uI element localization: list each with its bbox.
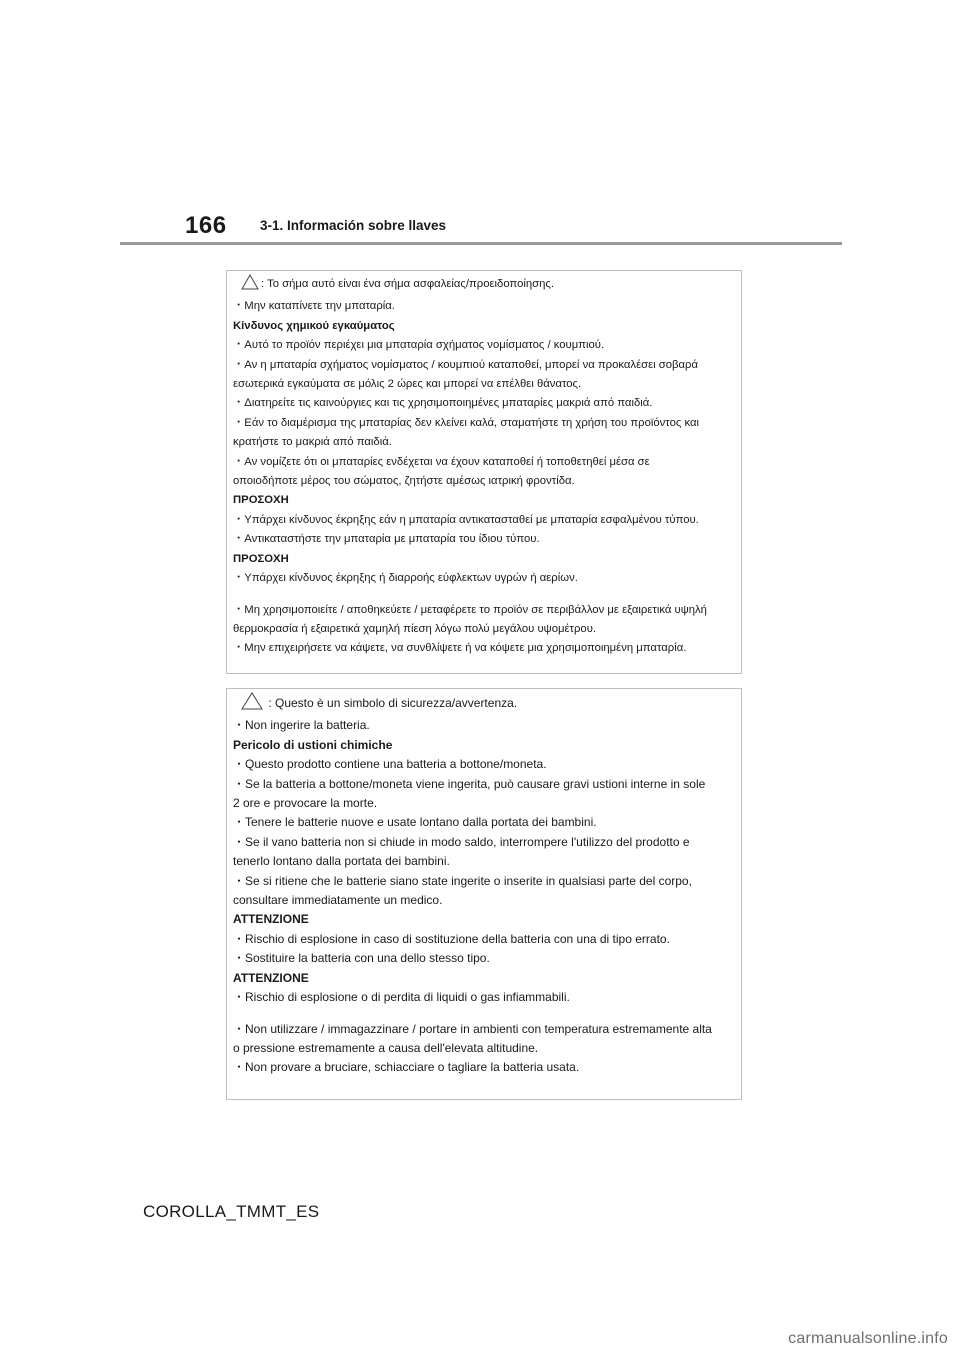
notice-line: ・Se la batteria a bottone/moneta viene ingerita, può causare gravi ustioni interne in sole	[233, 776, 706, 791]
notice-line: ・Se il vano batteria non si chiude in modo saldo, interrompere l'utilizzo del prodotto e	[233, 834, 690, 849]
symbol-description: : Το σήμα αυτό είναι ένα σήμα ασφαλείας/προειδοποίησης.	[261, 278, 555, 290]
notice-line: ・Μη χρησιμοποιείτε / αποθηκεύετε / μεταφέρετε το προϊόν σε περιβάλλον με εξαιρετικά υψηλή	[233, 603, 707, 616]
notice-line: ・Rischio di esplosione o di perdita di liquidi o gas infiammabili.	[233, 990, 570, 1005]
notice-line: tenerlo lontano dalla portata dei bambini.	[233, 854, 450, 869]
notice-line: ・Εάν το διαμέρισμα της μπαταρίας δεν κλείνει καλά, σταματήστε τη χρήση του προϊόντος και	[233, 416, 700, 429]
blank-line	[233, 589, 741, 601]
caution-heading: ΠΡΟΣΟΧΗ	[233, 494, 289, 507]
greek-safety-notice	[226, 270, 742, 674]
caution-heading: ATTENZIONE	[233, 970, 309, 985]
italian-safety-notice	[226, 688, 742, 1100]
hazard-heading: Κίνδυνος χημικού εγκαύματος	[233, 319, 395, 332]
notice-line: ・Μην επιχειρήσετε να κάψετε, να συνθλίψετε ή να κόψετε μια χρησιμοποιημένη μπαταρία.	[233, 642, 687, 655]
symbol-line	[233, 692, 741, 716]
notice-line: ・Μην καταπίνετε την μπαταρία.	[233, 300, 395, 313]
notice-line: ・Αυτό το προϊόν περιέχει μια μπαταρία σχήματος νομίσματος / κουμπιού.	[233, 339, 605, 352]
notice-line: ・Non utilizzare / immagazzinare / portare in ambienti con temperatura estremamente alta	[233, 1021, 712, 1036]
watermark: carmanualsonline.info	[788, 1330, 948, 1347]
header-divider	[120, 242, 842, 245]
page-number: 166	[185, 212, 227, 239]
notice-line: ・Αντικαταστήστε την μπαταρία με μπαταρία του ίδιου τύπου.	[233, 533, 540, 546]
document-code: COROLLA_TMMT_ES	[143, 1202, 320, 1221]
notice-line: ・Sostituire la batteria con una dello stesso tipo.	[233, 951, 490, 966]
notice-line: ・Rischio di esplosione in caso di sostituzione della batteria con una di tipo errato.	[233, 931, 670, 946]
symbol-line	[233, 274, 741, 297]
notice-line: o pressione estremamente a causa dell'elevata altitudine.	[233, 1040, 539, 1055]
notice-line: ・Υπάρχει κίνδυνος έκρηξης ή διαρροής εύφλεκτων υγρών ή αερίων.	[233, 572, 578, 585]
notice-line: ・Questo prodotto contiene una batteria a bottone/moneta.	[233, 757, 547, 772]
notice-line: κρατήστε το μακριά από παιδιά.	[233, 436, 392, 449]
notice-line: ・Tenere le batterie nuove e usate lontano dalla portata dei bambini.	[233, 815, 597, 830]
notice-line: ・Αν νομίζετε ότι οι μπαταρίες ενδέχεται να έχουν καταποθεί ή τοποθετηθεί μέσα σε	[233, 455, 650, 468]
notice-line: ・Non ingerire la batteria.	[233, 718, 370, 733]
blank-line	[233, 1008, 741, 1020]
notice-line: 2 ore e provocare la morte.	[233, 796, 378, 811]
hazard-heading: Pericolo di ustioni chimiche	[233, 737, 393, 752]
section-title: 3-1. Información sobre llaves	[260, 218, 447, 233]
notice-line: ・Αν η μπαταρία σχήματος νομίσματος / κουμπιού καταποθεί, μπορεί να προκαλέσει σοβαρά	[233, 358, 699, 371]
notice-line: consultare immediatamente un medico.	[233, 893, 443, 908]
notice-line: ・Se si ritiene che le batterie siano state ingerite o inserite in qualsiasi parte del corpo,	[233, 873, 692, 888]
notice-line: εσωτερικά εγκαύματα σε μόλις 2 ώρες και μπορεί να επέλθει θάνατος.	[233, 378, 582, 391]
caution-heading: ΠΡΟΣΟΧΗ	[233, 552, 289, 565]
notice-line: ・Non provare a bruciare, schiacciare o tagliare la batteria usata.	[233, 1060, 580, 1075]
warning-triangle-icon	[241, 692, 263, 716]
notice-line: οποιοδήποτε μέρος του σώματος, ζητήστε αμέσως ιατρική φροντίδα.	[233, 475, 575, 488]
symbol-description: : Questo è un simbolo di sicurezza/avvertenza.	[265, 696, 518, 710]
warning-triangle-icon	[241, 274, 259, 297]
notice-line: ・Διατηρείτε τις καινούργιες και τις χρησιμοποιημένες μπαταρίες μακριά από παιδιά.	[233, 397, 653, 410]
notice-line: θερμοκρασία ή εξαιρετικά χαμηλή πίεση λόγω πολύ μεγάλου υψομέτρου.	[233, 622, 597, 635]
caution-heading: ATTENZIONE	[233, 912, 309, 927]
notice-line: ・Υπάρχει κίνδυνος έκρηξης εάν η μπαταρία αντικατασταθεί με μπαταρία εσφαλμένου τύπου.	[233, 513, 699, 526]
